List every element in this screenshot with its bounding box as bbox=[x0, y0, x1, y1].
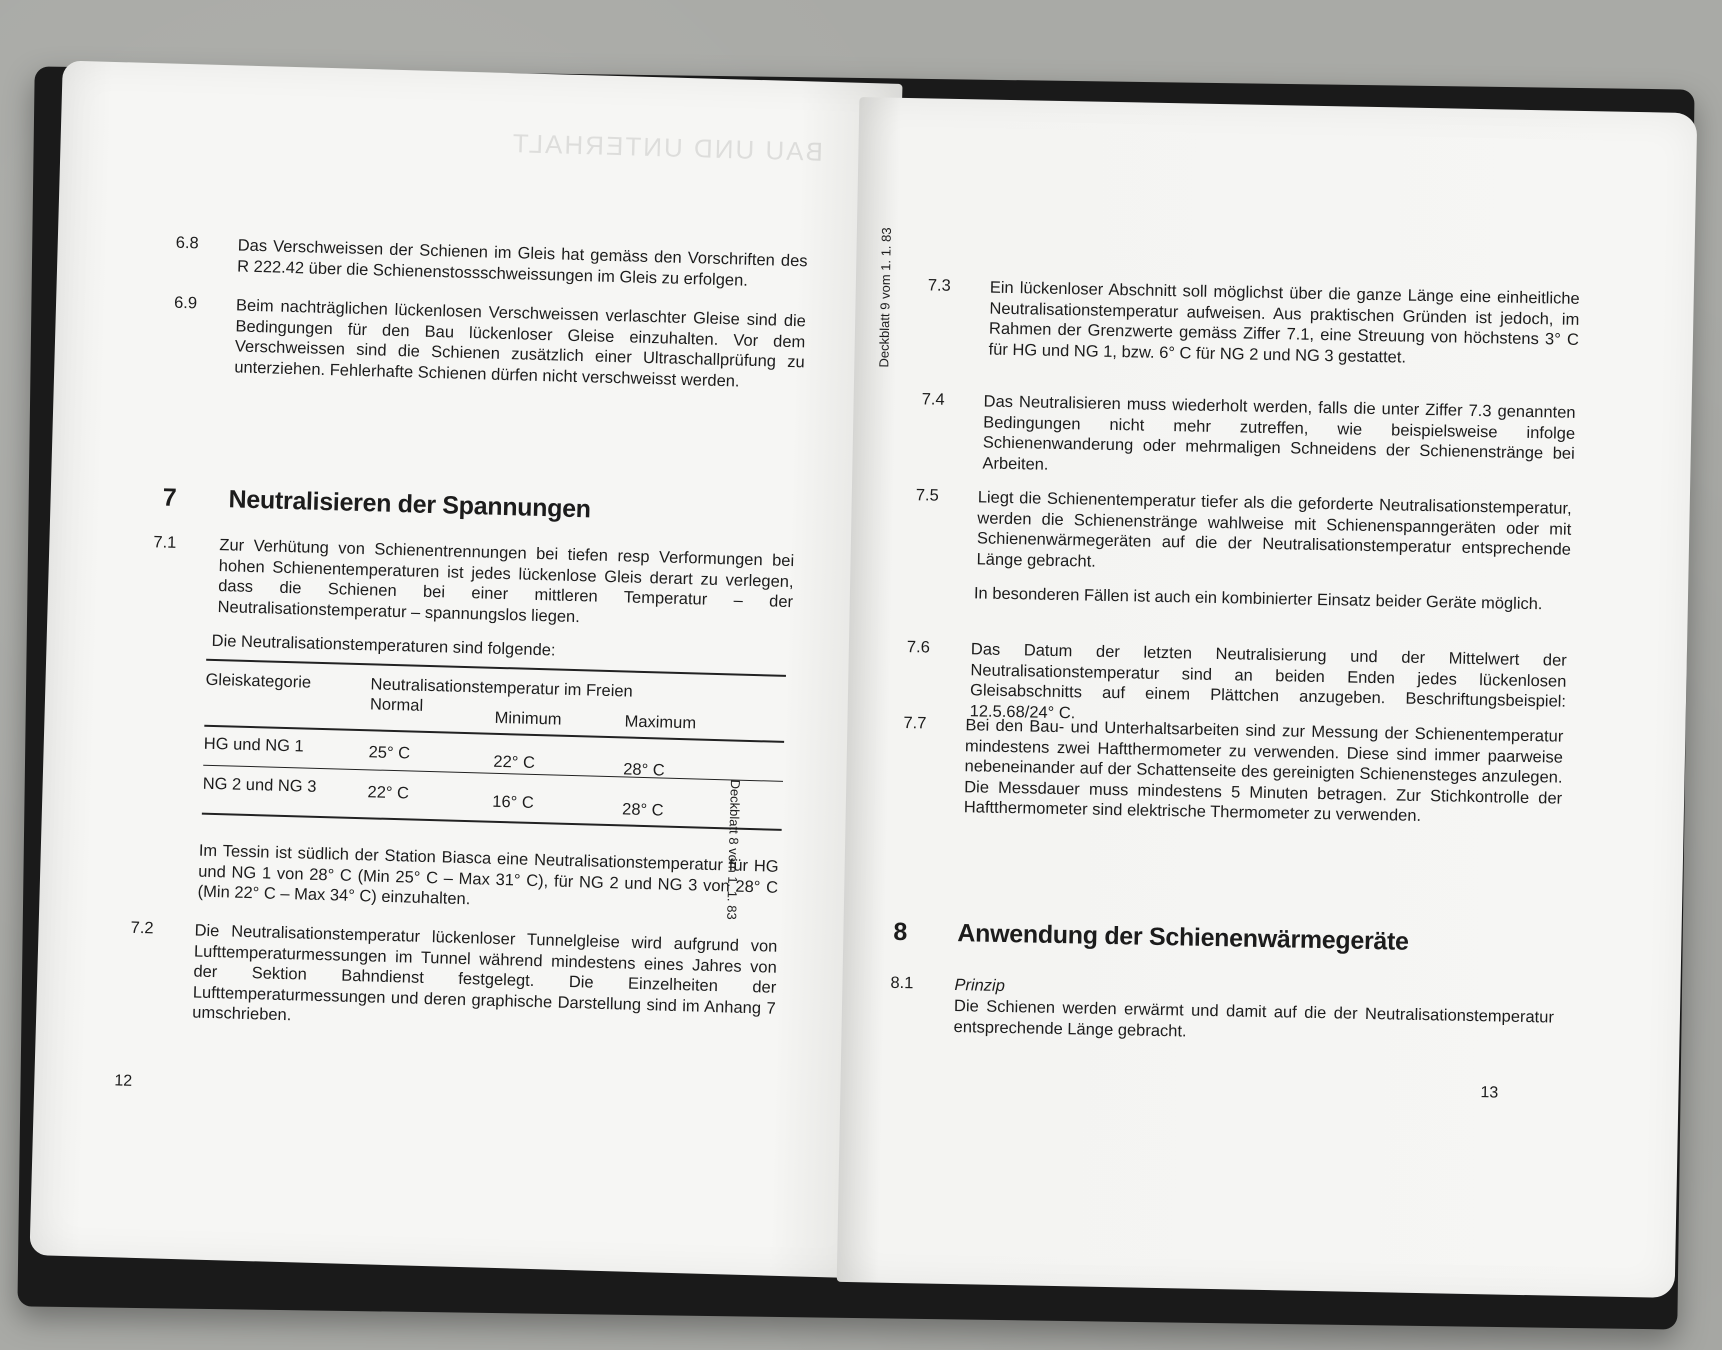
section-number-7-1: 7.1 bbox=[153, 533, 177, 552]
row2-category: NG 2 und NG 3 bbox=[202, 774, 317, 796]
section-number-7-7: 7.7 bbox=[903, 714, 927, 733]
right-page bbox=[837, 97, 1698, 1298]
left-page bbox=[29, 61, 902, 1279]
section-number-7-2: 7.2 bbox=[130, 918, 154, 938]
table-intro: Die Neutralisationstemperaturen sind folgende: bbox=[211, 631, 556, 660]
section-number-7-4: 7.4 bbox=[921, 390, 945, 409]
margin-note-deckblatt-9: Deckblatt 9 vom 1. 1. 83 bbox=[876, 227, 894, 368]
section-6-8-text: Das Verschweissen der Schienen im Gleis hat gemäss den Vorschriften des R 222.42 über die Schienenstossschweissungen im Gleis zu erfolgen. bbox=[236, 236, 808, 290]
show-through-header: BAU UND UNTERHALT bbox=[510, 128, 824, 167]
section-7-3-text: Ein lückenloser Abschnitt soll möglichst über die ganze Länge eine einheitliche Neutralisationstemperatur aufweisen. Aus praktischen Gründen ist jedoch, im Rahmen der Grenzwerte gemäss Ziffer 7.1, eine Streuung von höchstens 3° C für HG und NG 1, bzw. 6° C für NG 2 und NG 3 gestattet. bbox=[988, 278, 1580, 367]
section-number-7-3: 7.3 bbox=[927, 276, 951, 295]
section-7-6-text: Das Datum der letzten Neutralisierung und der Mittelwert der Neutralisationstemperatur sind an beiden Enden jedes lückenlosen Gleisabschnitts auf einem Plättchen anzugeben. Beschriftungsbeispiel: 12.5.68/24° C. bbox=[969, 640, 1567, 722]
section-6-9-text: Beim nachträglichen lückenlosen Verschweissen verlaschter Gleise sind die Bedingungen für den Bau lückenloser Gleise einzuhalten. Vor dem Verschweissen sind die Schienen zusätzlich einer Ultraschallprüfung zu unterziehen. Fehlerhafte Schienen dürfen nicht verschweisst werden. bbox=[234, 296, 807, 391]
chapter-8-number: 8 bbox=[893, 917, 908, 947]
section-number-8-1: 8.1 bbox=[890, 973, 914, 993]
chapter-8-title: Anwendung der Schienenwärmegeräte bbox=[957, 919, 1409, 956]
section-7-7-text: Bei den Bau- und Unterhaltsarbeiten sind zur Messung der Schienentemperatur mindestens zwei Haftthermometer zu verwenden. Diese sind immer paarweise nebeneinander auf der Schattenseite des gereinigten Schienensteges anzulegen. Die Messdauer muss mindestens 5 Minuten betragen. Zur Stichkontrolle der Haftthermometer sind elektrische Thermometer zu verwenden. bbox=[963, 716, 1564, 825]
section-number-7-5: 7.5 bbox=[915, 486, 939, 505]
row2-min: 16° C bbox=[492, 792, 535, 812]
section-7-5-text2: In besonderen Fällen ist auch ein kombinierter Einsatz beider Geräte möglich. bbox=[973, 584, 1543, 614]
row1-category: HG und NG 1 bbox=[203, 734, 305, 756]
row1-normal: 25° C bbox=[368, 743, 411, 763]
table-rule-bottom bbox=[202, 813, 782, 831]
tessin-text: Im Tessin ist südlich der Station Biasca eine Neutralisationstemperatur für HG und NG 1 von 28° C (Min 25° C – Max 31° C), für NG 2 und NG 3 von 28° C (Min 22° C – Max 34° C) einzuhalten. bbox=[197, 841, 779, 909]
page-number-right: 13 bbox=[1480, 1084, 1499, 1102]
section-number-6-9: 6.9 bbox=[173, 293, 198, 313]
row1-min: 22° C bbox=[493, 752, 536, 772]
section-7-2-text: Die Neutralisationstemperatur lückenloser Tunnelgleise wird aufgrund von Lufttemperaturmessungen im Tunnel während mindestens eines Jahres von der Sektion Bahndienst festgelegt. Die Einzelheiten der Lufttemperaturmessungen und deren graphische Darstellung sind im Anhang 7 umschrieben. bbox=[192, 921, 778, 1025]
neutralisation-table bbox=[202, 659, 786, 835]
row2-normal: 22° C bbox=[367, 783, 410, 803]
section-7-1-text: Zur Verhütung von Schienentrennungen bei tiefen resp Verformungen bei hohen Schienentemperaturen ist jedes lückenlose Gleis derart zu verlegen, dass die Schienen bei einer mittleren Temperatur – der Neutralisationstemperatur – spannungslos liegen. bbox=[217, 536, 795, 626]
section-number-6-8: 6.8 bbox=[175, 233, 199, 253]
section-8-1-text: Die Schienen werden erwärmt und damit auf die der Neutralisationstemperatur entsprechende Länge gebracht. bbox=[953, 997, 1555, 1041]
row2-max: 28° C bbox=[621, 800, 664, 820]
chapter-7-number: 7 bbox=[162, 483, 177, 512]
page-number-left: 12 bbox=[114, 1072, 133, 1090]
section-7-5-text: Liegt die Schienentemperatur tiefer als die geforderte Neutralisationstemperatur, werden die Schienenstränge wahlweise mit Schienenspanngeräten oder mit Schienenwärmegeräten auf die der Neutralisationstemperatur entsprechende Länge gebracht. bbox=[976, 488, 1572, 571]
header-minimum: Minimum bbox=[494, 708, 562, 729]
row1-max: 28° C bbox=[623, 760, 665, 780]
section-7-4-text: Das Neutralisieren muss wiederholt werden, falls die unter Ziffer 7.3 genannten Bedingungen nicht mehr zutreffen, wie beispielsweise infolge Schienenwanderung oder mehrmaligen Schneidens der Schienenstränge bei Arbeiten. bbox=[982, 392, 1576, 474]
header-gleiskategorie: Gleiskategorie bbox=[205, 670, 312, 692]
header-normal: Normal bbox=[369, 695, 424, 715]
header-maximum: Maximum bbox=[624, 712, 697, 733]
margin-note-deckblatt-8: Deckblatt 8 vom 1. 1. 83 bbox=[724, 779, 744, 920]
section-number-7-6: 7.6 bbox=[906, 638, 931, 657]
chapter-7-title: Neutralisieren der Spannungen bbox=[228, 485, 592, 524]
header-neutralisationstemperatur: Neutralisationstemperatur im Freien bbox=[370, 675, 633, 701]
section-8-1-subtitle: Prinzip bbox=[954, 976, 1006, 996]
